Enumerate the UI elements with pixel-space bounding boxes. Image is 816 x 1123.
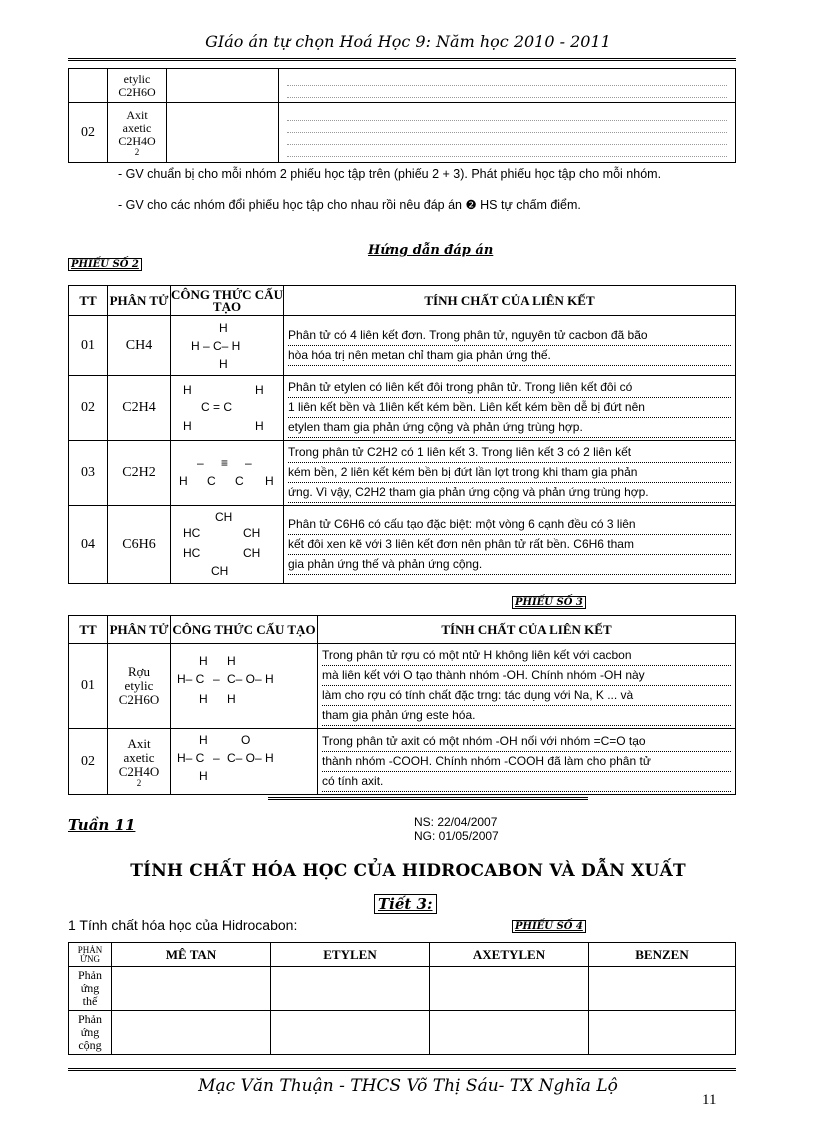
name-ruou: Rợu etylic C2H6O: [108, 644, 171, 729]
phieu3-label: PHIẾU SỐ 3: [512, 596, 586, 609]
col-cong-thuc: CÔNG THỨC CẤU TẠO: [171, 286, 283, 314]
top-tt-2: 02: [69, 103, 108, 163]
row-the: Phản ứng thế: [69, 967, 112, 1011]
struct-ch4: H H – C– H H: [171, 316, 284, 376]
phieu3-table: TT PHÂN TỬ CÔNG THỨC CẤU TẠO TÍNH CHẤT CỦA LIÊN KẾT 01 Rợu etylic C2H6O H H H– C – C– O– H H H Trong phân tử rợu có một ntử H không liên kết với cacbon mà liên kết với O tạo thành nhóm -OH. Chính nhóm -OH này làm cho rợu có tính chất đặc trng: tác dụng với Na, K ... và tham gia phản ứng este hóa. 02 Axit axetic C2H4O 2 H O H– C – C– O– H H Trong phân tử axit có một nhóm -OH nối với nhóm =C=O tạo thành nhóm -COOH. Chính nhóm -COOH đã làm cho phân tử có tính axit.: [68, 615, 736, 795]
row-cong: Phản ứng cộng: [69, 1011, 112, 1055]
row-tt: 01: [69, 316, 108, 376]
desc-c6h6: Phân tử C6H6 có cấu tạo đặc biệt: một vòng 6 cạnh đều có 3 liên kết đôi xen kẽ với 3 liên kết đơn nên phân tử rất bền. C6H6 tham gia phản ứng thế và phản ứng cộng.: [284, 506, 736, 584]
section-1: 1 Tính chất hóa học của Hidrocabon:: [68, 917, 298, 933]
top-table: [68, 68, 736, 163]
header-rule: [68, 58, 736, 61]
struct-c2h4: H H C = C H H: [171, 376, 284, 441]
week-label: Tuần 11: [68, 816, 136, 834]
desc-c2h2: Trong phân tử C2H2 có 1 liên kết 3. Trong liên kết 3 có 2 liên kết kém bền, 2 liên kết kém bền bị đứt lần lợt trong khi tham gia phản ứng. Vì vậy, C2H2 tham gia phản ứng cộng và phản ứng trùng hợp.: [284, 441, 736, 506]
divider: [268, 797, 588, 800]
answer-heading: Hứng dẫn đáp án: [368, 243, 494, 258]
col-tinh-chat: TÍNH CHẤT CỦA LIÊN KẾT: [284, 286, 736, 316]
top-name-1: etylic C2H6O: [108, 69, 167, 103]
name-axit: Axit axetic C2H4O 2: [108, 729, 171, 795]
desc-etylic: Trong phân tử rợu có một ntử H không liên kết với cacbon mà liên kết với O tạo thành nhóm -OH. Chính nhóm -OH này làm cho rợu có tính chất đặc trng: tác dụng với Na, K ... và tham gia phản ứng este hóa.: [318, 644, 736, 729]
desc-axetic: Trong phân tử axit có một nhóm -OH nối với nhóm =C=O tạo thành nhóm -COOH. Chính nhóm -COOH đã làm cho phân tử có tính axit.: [318, 729, 736, 795]
struct-c2h2: – ≡ – H C C H: [171, 441, 284, 506]
page-header: GIáo án tự chọn Hoá Học 9: Năm học 2010 - 2011: [205, 32, 611, 51]
desc-c2h4: Phân tử etylen có liên kết đôi trong phân tử. Trong liên kết đôi có 1 liên kết bền và 1liên kết kém bền. Liên kết kém bền dễ bị đứt nên etylen tham gia phản ứng cộng và phản ứng trùng hợp.: [284, 376, 736, 441]
top-tt-1: [69, 69, 108, 103]
struct-etylic: H H H– C – C– O– H H H: [171, 644, 318, 729]
page-number: 11: [702, 1092, 717, 1108]
phieu2-label: PHIẾU SỐ 2: [68, 258, 142, 271]
struct-axetic: H O H– C – C– O– H H: [171, 729, 318, 795]
lesson-title: TÍNH CHẤT HÓA HỌC CỦA HIDROCABON VÀ DẪN XUẤT: [130, 861, 686, 881]
phieu4-table: PHẢN ỨNG MÊ TAN ETYLEN AXETYLEN BENZEN Phản ứng thế Phản ứng cộng: [68, 942, 736, 1055]
struct-c6h6: CH HC CH HC CH CH: [171, 506, 284, 584]
ng-date: NG: 01/05/2007: [414, 829, 499, 843]
tiet-label: Tiết 3:: [374, 894, 437, 914]
footer-rule: [68, 1068, 736, 1071]
note-1: - GV chuẩn bị cho mỗi nhóm 2 phiếu học tập trên (phiếu 2 + 3). Phát phiếu học tập cho mỗi nhóm.: [118, 167, 662, 181]
top-name-2: Axit axetic C2H4O 2: [108, 103, 167, 163]
desc-ch4: Phân tử có 4 liên kết đơn. Trong phân tử, nguyên tử cacbon đã bão hòa hóa trị nên metan chỉ tham gia phản ứng thế.: [284, 316, 736, 376]
phieu4-label: PHIẾU SỐ 4: [512, 920, 586, 933]
row-mol: CH4: [108, 316, 171, 376]
footer-author: Mạc Văn Thuận - THCS Võ Thị Sáu- TX Nghĩa Lộ: [198, 1076, 618, 1096]
note-2: - GV cho các nhóm đổi phiếu học tập cho nhau rồi nêu đáp án ❷ HS tự chấm điểm.: [118, 198, 581, 212]
ns-date: NS: 22/04/2007: [414, 815, 498, 829]
col-tt: TT: [69, 286, 108, 316]
col-phan-tu: PHÂN TỬ: [108, 286, 171, 316]
phieu2-table: TT PHÂN TỬ CÔNG THỨC CẤU TẠO TÍNH CHẤT CỦA LIÊN KẾT 01 CH4 H H – C– H H Phân tử có 4 liên kết đơn. Trong phân tử, nguyên tử cacbon đã bão hòa hóa trị nên metan chỉ tham gia phản ứng thế. 02 C2H4 H H C = C H H Phân tử etylen có liên kết đôi trong phân tử. Trong liên kết đôi có 1 liên kết bền và 1liên kết kém bền. Liên kết kém bền dễ bị đứt nên etylen tham gia phản ứng cộng và phản ứng trùng hợp. 03 C2H2 – ≡ – H C C H Trong phân tử C2H2 có 1 liên kết 3. Trong liên kết 3 có 2 liên kết kém bền, 2 liên kết kém bền bị đứt lần lợt trong khi tham gia phản ứng. Vì vậy, C2H2 tham gia phản ứng cộng và phản ứng trùng hợp. 04 C6H6 CH HC CH HC CH CH Phân tử C6H6 có cấu tạo đặc biệt: một vòng 6 cạnh đều có 3 liên kết đôi xen kẽ với 3 liên kết đơn nên phân tử rất bền. C6H6 tham gia phản ứng thế và phản ứng cộng.: [68, 285, 736, 584]
